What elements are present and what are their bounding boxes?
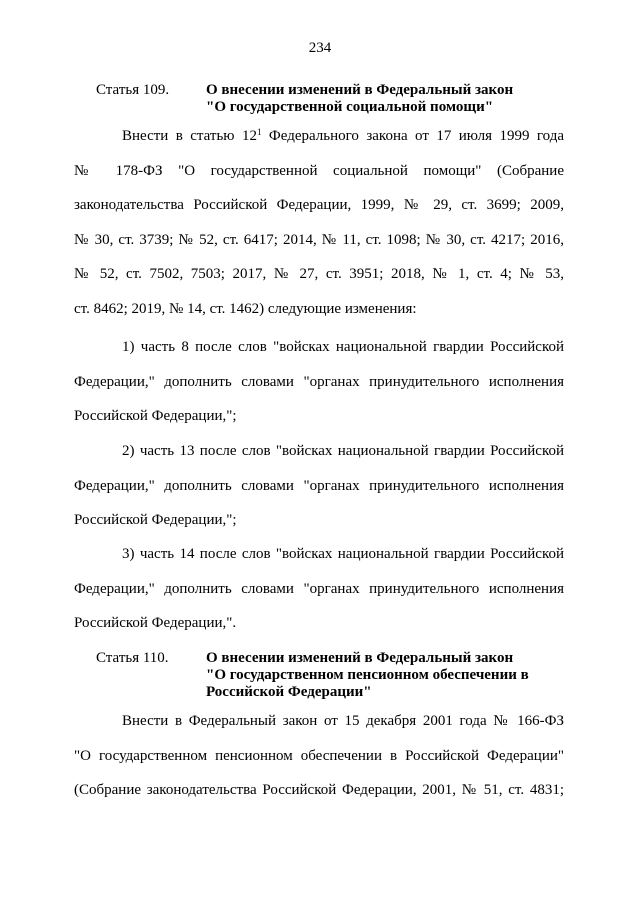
article-109-heading bbox=[96, 82, 576, 116]
article-110-title-line3: Российской Федерации" bbox=[206, 684, 372, 700]
intro-text: Внести в статью 12 bbox=[122, 128, 257, 144]
article-109-title bbox=[206, 82, 576, 116]
page-number: 234 bbox=[308, 40, 332, 56]
article-109-title-line1: О внесении изменений в Федеральный закон bbox=[206, 82, 514, 98]
intro-line: ст. 8462; 2019, № 14, ст. 1462) следующие изменения: bbox=[74, 300, 417, 317]
item-line: Федерации," дополнить словами "органах принудительного исполнения bbox=[74, 373, 564, 390]
item-line: Российской Федерации,"; bbox=[74, 512, 237, 528]
item-line: Российской Федерации,"; bbox=[74, 408, 237, 424]
amendment-item-1 bbox=[74, 330, 564, 434]
intro-line: законодательства Российской Федерации, 1999, № 29, ст. 3699; 2009, bbox=[74, 197, 564, 213]
intro-line: Внести в Федеральный закон от 15 декабря 2001 года № 166-ФЗ bbox=[122, 713, 564, 729]
article-109-intro-paragraph bbox=[74, 119, 564, 326]
article-110-intro-paragraph bbox=[74, 704, 564, 808]
article-109-label: Статья 109. bbox=[96, 82, 170, 98]
amendment-item-2 bbox=[74, 434, 564, 538]
article-110-title-line2: "О государственном пенсионном обеспечении в bbox=[206, 667, 529, 683]
item-line: 1) часть 8 после слов "войсках национальной гвардии Российской bbox=[122, 339, 564, 355]
item-line: 3) часть 14 после слов "войсках национальной гвардии Российской bbox=[122, 546, 564, 562]
item-line: 2) часть 13 после слов "войсках национальной гвардии Российской bbox=[122, 443, 564, 459]
article-110-heading bbox=[96, 650, 576, 701]
item-line: Федерации," дополнить словами "органах принудительного исполнения bbox=[74, 477, 564, 494]
intro-line: № 52, ст. 7502, 7503; 2017, № 27, ст. 3951; 2018, № 1, ст. 4; № 53, bbox=[74, 266, 564, 282]
superscript: 1 bbox=[256, 127, 262, 137]
intro-line: № 30, ст. 3739; № 52, ст. 6417; 2014, № 11, ст. 1098; № 30, ст. 4217; 2016, bbox=[74, 231, 564, 248]
intro-line: "О государственном пенсионном обеспечении в Российской Федерации" bbox=[74, 747, 564, 764]
intro-line: (Собрание законодательства Российской Федерации, 2001, № 51, ст. 4831; bbox=[74, 782, 564, 798]
item-line: Российской Федерации,". bbox=[74, 615, 237, 631]
amendment-item-3 bbox=[74, 537, 564, 641]
intro-line: № 178-ФЗ "О государственной социальной помощи" (Собрание bbox=[74, 162, 564, 179]
article-110-label: Статья 110. bbox=[96, 650, 169, 666]
intro-text: Федерального закона от 17 июля 1999 года bbox=[261, 128, 565, 144]
item-line: Федерации," дополнить словами "органах принудительного исполнения bbox=[74, 580, 564, 597]
article-110-title-line1: О внесении изменений в Федеральный закон bbox=[206, 650, 514, 666]
intro-line bbox=[74, 119, 564, 154]
article-109-title-line2: "О государственной социальной помощи" bbox=[206, 99, 494, 115]
article-110-title bbox=[206, 650, 576, 701]
